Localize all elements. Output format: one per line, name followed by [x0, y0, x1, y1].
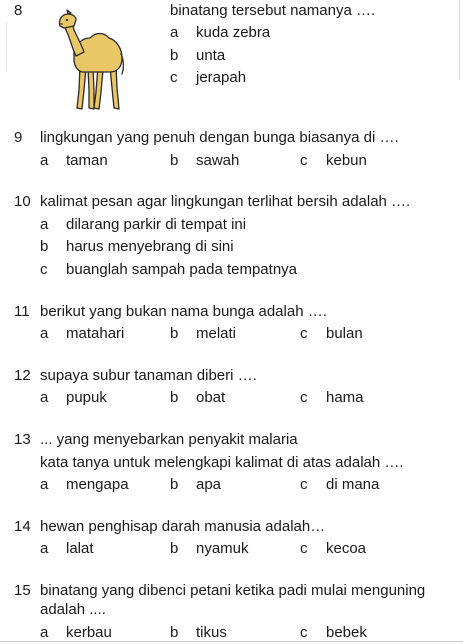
option-letter: a: [40, 325, 49, 342]
question-text: adalah ....: [40, 601, 106, 618]
right-margin-line: [459, 0, 460, 80]
option-letter: a: [40, 152, 49, 169]
question-number: 10: [14, 193, 31, 210]
option-letter: c: [300, 325, 308, 342]
option-text: dilarang parkir di tempat ini: [66, 216, 247, 233]
option-text: lalat: [66, 540, 94, 557]
option-text: kecoa: [326, 540, 367, 557]
question-text: ... yang menyebarkan penyakit malaria: [40, 431, 298, 448]
option-letter: b: [170, 624, 179, 641]
option-text: nyamuk: [196, 540, 249, 557]
option-letter: a: [170, 24, 179, 41]
option-text: tikus: [196, 624, 227, 641]
option-text: melati: [196, 325, 237, 342]
option-letter: c: [300, 389, 308, 406]
option-letter: a: [40, 624, 49, 641]
question-number: 15: [14, 582, 31, 599]
question-text: hewan penghisap darah manusia adalah…: [40, 518, 326, 535]
question-text: berikut yang bukan nama bunga adalah ….: [40, 303, 327, 320]
option-letter: b: [40, 238, 49, 255]
question-text: kata tanya untuk melengkapi kalimat di atas adalah ….: [40, 454, 404, 471]
option-text: unta: [196, 47, 226, 64]
option-letter: c: [300, 540, 308, 557]
option-text: bulan: [326, 325, 363, 342]
option-text: mengapa: [66, 476, 129, 493]
option-text: di mana: [326, 476, 380, 493]
option-letter: b: [170, 325, 179, 342]
question-number: 14: [14, 518, 31, 535]
option-text: hama: [326, 389, 364, 406]
option-letter: a: [40, 476, 49, 493]
question-number: 11: [14, 303, 30, 320]
option-letter: b: [170, 47, 179, 64]
page-bottom-line: [0, 641, 463, 642]
option-text: harus menyebrang di sini: [66, 238, 234, 255]
option-letter: b: [170, 152, 179, 169]
option-text: taman: [66, 152, 108, 169]
option-text: apa: [196, 476, 222, 493]
option-text: buanglah sampah pada tempatnya: [66, 261, 298, 278]
option-text: sawah: [196, 152, 240, 169]
option-text: kerbau: [66, 624, 112, 641]
option-letter: c: [300, 476, 308, 493]
question-text: supaya subur tanaman diberi ….: [40, 367, 257, 384]
option-text: matahari: [66, 325, 125, 342]
left-margin-line: [6, 22, 7, 72]
option-letter: a: [40, 389, 49, 406]
question-text: binatang tersebut namanya ….: [170, 2, 376, 19]
camel-illustration: [52, 8, 130, 114]
question-number: 9: [14, 129, 23, 146]
option-text: pupuk: [66, 389, 107, 406]
option-letter: a: [40, 540, 49, 557]
option-text: kuda zebra: [196, 24, 271, 41]
option-letter: a: [40, 216, 49, 233]
option-text: obat: [196, 389, 226, 406]
question-text: binatang yang dibenci petani ketika padi mulai menguning: [40, 582, 426, 599]
option-letter: c: [300, 152, 308, 169]
option-text: kebun: [326, 152, 367, 169]
option-letter: b: [170, 389, 179, 406]
option-letter: c: [40, 261, 48, 278]
question-text: kalimat pesan agar lingkungan terlihat bersih adalah ….: [40, 193, 411, 210]
option-letter: b: [170, 540, 179, 557]
question-number: 13: [14, 431, 31, 448]
option-letter: c: [170, 69, 178, 86]
question-number: 12: [14, 367, 31, 384]
option-letter: b: [170, 476, 179, 493]
option-letter: c: [300, 624, 308, 641]
question-text: lingkungan yang penuh dengan bunga biasanya di ….: [40, 129, 399, 146]
question-number: 8: [14, 2, 23, 19]
option-text: bebek: [326, 624, 367, 641]
option-text: jerapah: [196, 69, 247, 86]
